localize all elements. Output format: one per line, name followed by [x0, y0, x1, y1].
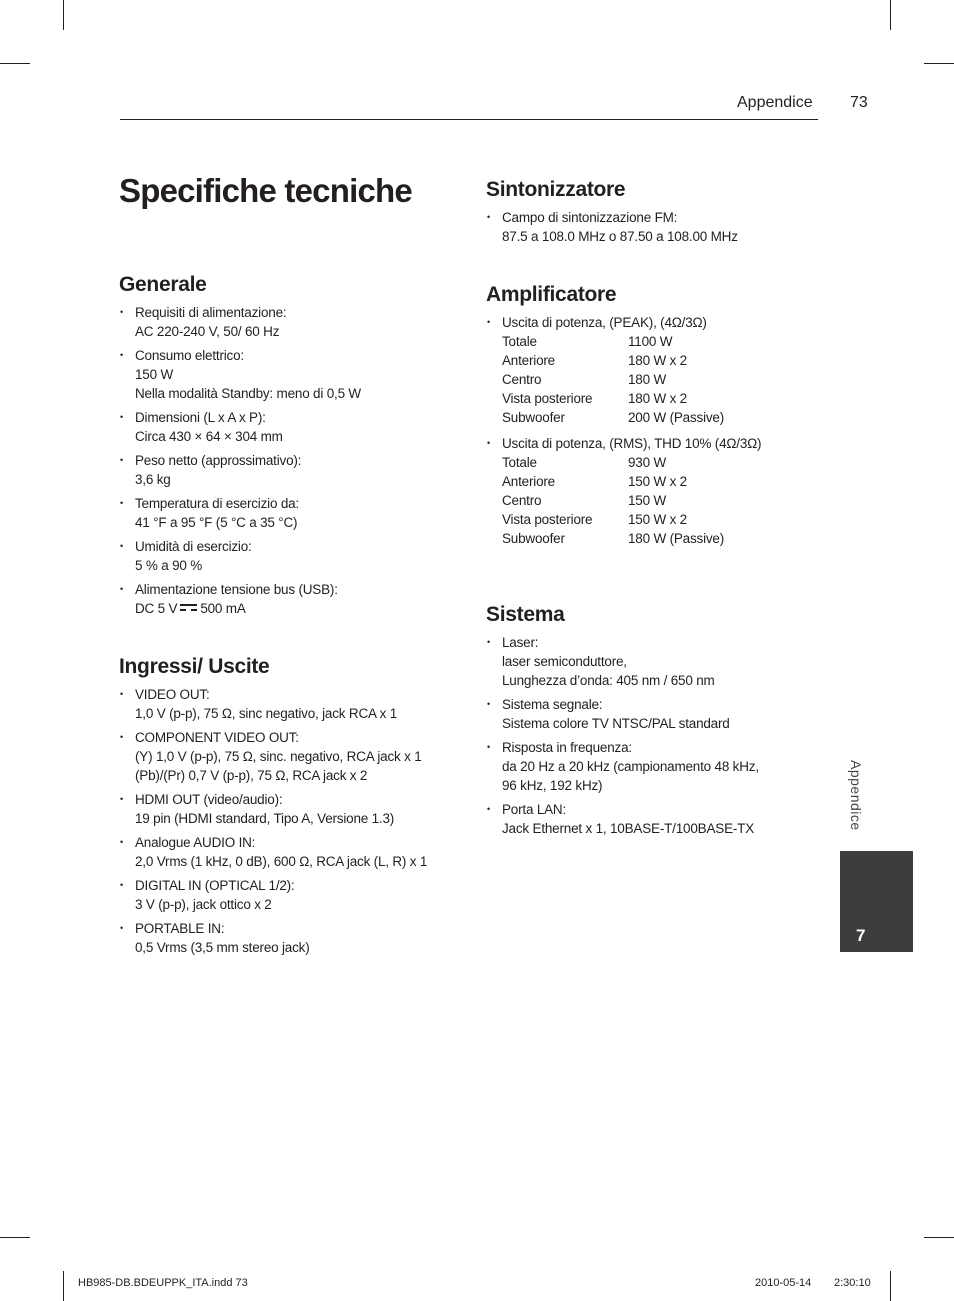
channel-power: 180 W x 2 [628, 353, 687, 368]
list-item [486, 738, 816, 795]
spec-value: Lunghezza d’onda: 405 nm / 650 nm [502, 673, 715, 688]
running-header-section: Appendice [737, 94, 813, 111]
list-item [119, 494, 449, 532]
spec-list [486, 633, 816, 838]
spec-value: 41 °F a 95 °F (5 °C a 35 °C) [135, 515, 298, 530]
list-item [486, 208, 816, 246]
dc-current-icon [180, 604, 197, 612]
channel-power: 150 W x 2 [628, 512, 687, 527]
footer-file-name: HB985-DB.BDEUPPK_ITA.indd 73 [78, 1277, 248, 1289]
spec-label: • VIDEO OUT: [135, 687, 210, 702]
spec-value: (Pb)/(Pr) 0,7 V (p-p), 75 Ω, RCA jack x 2 [135, 768, 368, 783]
spec-label: • Analogue AUDIO IN: [135, 835, 256, 850]
spec-label: • Porta LAN: [502, 802, 567, 817]
channel-power: 1100 W [628, 334, 673, 349]
list-item [119, 303, 449, 341]
spec-value: 87.5 a 108.0 MHz o 87.50 a 108.00 MHz [502, 229, 738, 244]
spec-value: 150 W [135, 367, 174, 382]
list-item [119, 685, 449, 723]
crop-mark [890, 0, 891, 30]
spec-value: (Y) 1,0 V (p-p), 75 Ω, sinc. negativo, RCA jack x 1 [135, 749, 422, 764]
spec-label: • DIGITAL IN (OPTICAL 1/2): [135, 878, 295, 893]
list-item [119, 919, 449, 957]
spec-label: • Consumo elettrico: [135, 348, 244, 363]
right-column [486, 175, 816, 863]
channel-name: Subwoofer [502, 410, 565, 425]
spec-value: 0,5 Vrms (3,5 mm stereo jack) [135, 940, 310, 955]
list-item [119, 833, 449, 871]
spec-value: laser semiconduttore, [502, 654, 627, 669]
spec-label: • Uscita di potenza, (PEAK), (4Ω/3Ω) [502, 315, 707, 330]
list-item [486, 800, 816, 838]
spec-label: • Risposta in frequenza: [502, 740, 632, 755]
spec-row [502, 453, 816, 472]
channel-power: 930 W [628, 455, 667, 470]
spec-label: • Alimentazione tensione bus (USB): [135, 582, 338, 597]
crop-mark [0, 63, 30, 64]
spec-value: 5 % a 90 % [135, 558, 203, 573]
spec-value: 19 pin (HDMI standard, Tipo A, Versione 1.3) [135, 811, 395, 826]
spec-row [502, 510, 816, 529]
spec-list [486, 208, 816, 246]
channel-power: 150 W x 2 [628, 474, 687, 489]
crop-mark [924, 63, 954, 64]
channel-power: 180 W [628, 372, 667, 387]
spec-label: • HDMI OUT (video/audio): [135, 792, 283, 807]
list-item [119, 580, 449, 618]
channel-power: 180 W x 2 [628, 391, 687, 406]
section-heading: Sistema [486, 603, 565, 626]
crop-mark [63, 0, 64, 30]
spec-label: • Sistema segnale: [502, 697, 603, 712]
spec-label: • Requisiti di alimentazione: [135, 305, 287, 320]
list-item [119, 728, 449, 785]
channel-name: Totale [502, 334, 537, 349]
spec-label: • Laser: [502, 635, 539, 650]
channel-name: Subwoofer [502, 531, 565, 546]
spec-value: 3,6 kg [135, 472, 171, 487]
channel-power: 180 W (Passive) [628, 531, 725, 546]
dc-voltage: DC 5 V [135, 601, 178, 616]
spec-row [502, 332, 816, 351]
crop-mark [924, 1237, 954, 1238]
list-item [486, 434, 816, 548]
spec-value: da 20 Hz a 20 kHz (campionamento 48 kHz, [502, 759, 759, 774]
spec-value: Sistema colore TV NTSC/PAL standard [502, 716, 730, 731]
spec-row [502, 351, 816, 370]
spec-value: 3 V (p-p), jack ottico x 2 [135, 897, 272, 912]
spec-value [135, 599, 449, 618]
spec-row [502, 472, 816, 491]
spec-value: 1,0 V (p-p), 75 Ω, sinc negativo, jack RCA x 1 [135, 706, 398, 721]
spec-row [502, 529, 816, 548]
channel-name: Anteriore [502, 474, 555, 489]
crop-mark [63, 1271, 64, 1301]
spec-label: • Umidità di esercizio: [135, 539, 252, 554]
spec-value: AC 220-240 V, 50/ 60 Hz [135, 324, 280, 339]
chapter-number: 7 [856, 926, 866, 945]
spec-row [502, 491, 816, 510]
section-amplificatore [486, 280, 816, 548]
spec-label: • Campo di sintonizzazione FM: [502, 210, 678, 225]
crop-mark [890, 1271, 891, 1301]
section-sistema [486, 600, 816, 838]
channel-power: 150 W [628, 493, 667, 508]
list-item [119, 790, 449, 828]
section-heading: Generale [119, 273, 207, 296]
spec-label: • Peso netto (approssimativo): [135, 453, 302, 468]
channel-name: Vista posteriore [502, 512, 593, 527]
header-rule [120, 119, 818, 120]
spec-row [502, 370, 816, 389]
spec-label: • Uscita di potenza, (RMS), THD 10% (4Ω/3Ω) [502, 436, 762, 451]
section-generale [119, 270, 449, 618]
dc-current: 500 mA [200, 601, 246, 616]
left-column [119, 270, 449, 982]
channel-name: Centro [502, 372, 542, 387]
spec-value: Circa 430 × 64 × 304 mm [135, 429, 283, 444]
channel-name: Vista posteriore [502, 391, 593, 406]
spec-row [502, 408, 816, 427]
list-item [486, 313, 816, 427]
spec-list [486, 313, 816, 548]
list-item [119, 451, 449, 489]
section-heading: Sintonizzatore [486, 178, 626, 201]
list-item [119, 408, 449, 446]
list-item [119, 876, 449, 914]
footer-date: 2010-05-14 [755, 1277, 812, 1289]
list-item [119, 537, 449, 575]
spec-value: 96 kHz, 192 kHz) [502, 778, 603, 793]
spec-label: • Temperatura di esercizio da: [135, 496, 299, 511]
chapter-tab [840, 851, 913, 952]
spec-value: Nella modalità Standby: meno di 0,5 W [135, 386, 361, 401]
footer-time: 2:30:10 [834, 1277, 871, 1289]
spec-list [119, 303, 449, 618]
channel-power: 200 W (Passive) [628, 410, 725, 425]
section-heading: Amplificatore [486, 283, 617, 306]
spec-value: 2,0 Vrms (1 kHz, 0 dB), 600 Ω, RCA jack (L, R) x 1 [135, 854, 428, 869]
spec-row [502, 389, 816, 408]
section-sintonizzatore [486, 175, 816, 246]
spec-label: • Dimensioni (L x A x P): [135, 410, 266, 425]
side-tab-label: Appendice [848, 760, 864, 831]
channel-name: Anteriore [502, 353, 555, 368]
crop-mark [0, 1237, 30, 1238]
spec-label: • PORTABLE IN: [135, 921, 225, 936]
spec-label: • COMPONENT VIDEO OUT: [135, 730, 299, 745]
spec-value: Jack Ethernet x 1, 10BASE-T/100BASE-TX [502, 821, 755, 836]
page-number: 73 [850, 94, 868, 111]
list-item [486, 633, 816, 690]
page-title: Specifiche tecniche [119, 172, 412, 209]
channel-name: Centro [502, 493, 542, 508]
section-heading: Ingressi/ Uscite [119, 655, 270, 678]
list-item [119, 346, 449, 403]
section-ingressi-uscite [119, 652, 449, 957]
spec-list [119, 685, 449, 957]
list-item [486, 695, 816, 733]
channel-name: Totale [502, 455, 537, 470]
